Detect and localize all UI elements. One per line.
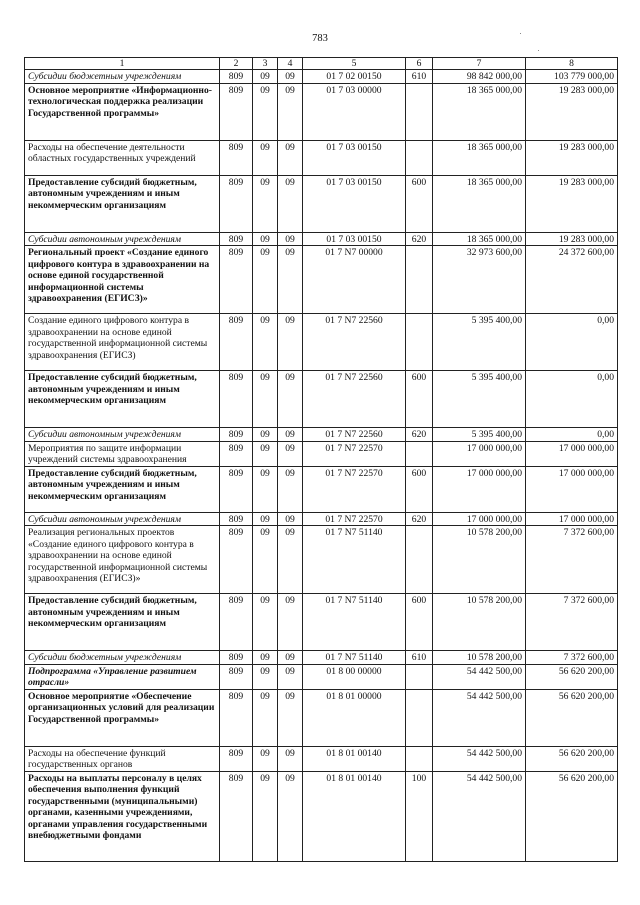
table-row — [25, 70, 618, 84]
row-ved: 809 — [220, 428, 253, 442]
row-section: 09 — [253, 371, 278, 428]
table-row — [25, 689, 618, 746]
row-sum-1: 18 365 000,00 — [433, 140, 526, 175]
row-section: 09 — [253, 314, 278, 371]
column-header: 8 — [526, 58, 618, 70]
row-name: Предоставление субсидий бюджетным, автономным учреждениям и иным некоммерческим организациям — [25, 466, 220, 512]
table-row — [25, 83, 618, 140]
table-row — [25, 651, 618, 665]
row-name: Реализация региональных проектов «Создание единого цифрового контура в здравоохранении на основе единой государственной информационной системы здравоохранения (ЕГИСЗ)» — [25, 526, 220, 594]
row-ved: 809 — [220, 466, 253, 512]
row-name: Расходы на выплаты персоналу в целях обеспечения выполнения функций государственными (муниципальными) органами, казенными учреждениями, органами управления государственными внебюджетными фондами — [25, 771, 220, 861]
row-sum-2: 7 372 600,00 — [526, 526, 618, 594]
row-subsection: 09 — [278, 428, 303, 442]
row-sum-1: 18 365 000,00 — [433, 175, 526, 232]
row-name: Субсидии автономным учреждениям — [25, 232, 220, 246]
row-expense-type: 610 — [406, 70, 433, 84]
row-sum-2: 0,00 — [526, 371, 618, 428]
table-row — [25, 246, 618, 314]
row-ved: 809 — [220, 651, 253, 665]
row-expense-type — [406, 689, 433, 746]
row-ved: 809 — [220, 175, 253, 232]
row-expense-type: 100 — [406, 771, 433, 861]
table-row — [25, 512, 618, 526]
scan-speck — [538, 50, 539, 51]
row-section: 09 — [253, 664, 278, 689]
row-subsection: 09 — [278, 771, 303, 861]
row-subsection: 09 — [278, 140, 303, 175]
row-name: Региональный проект «Создание единого цифрового контура в здравоохранении на основе единой государственной информационной системы здравоохранения (ЕГИСЗ)» — [25, 246, 220, 314]
row-name: Основное мероприятие «Обеспечение организационных условий для реализации Государственной программы» — [25, 689, 220, 746]
row-ved: 809 — [220, 771, 253, 861]
row-section: 09 — [253, 689, 278, 746]
row-ved: 809 — [220, 246, 253, 314]
row-target-article: 01 8 01 00000 — [303, 689, 406, 746]
row-sum-2: 19 283 000,00 — [526, 175, 618, 232]
row-section: 09 — [253, 466, 278, 512]
table-row — [25, 664, 618, 689]
row-ved: 809 — [220, 140, 253, 175]
table-row — [25, 175, 618, 232]
row-section: 09 — [253, 594, 278, 651]
row-sum-2: 17 000 000,00 — [526, 512, 618, 526]
row-sum-2: 0,00 — [526, 314, 618, 371]
row-expense-type: 600 — [406, 594, 433, 651]
row-sum-1: 10 578 200,00 — [433, 526, 526, 594]
row-section: 09 — [253, 246, 278, 314]
row-name: Мероприятия по защите информации учреждений системы здравоохранения — [25, 441, 220, 466]
row-name: Расходы на обеспечение деятельности областных государственных учреждений — [25, 140, 220, 175]
row-sum-1: 17 000 000,00 — [433, 441, 526, 466]
row-sum-1: 10 578 200,00 — [433, 651, 526, 665]
row-subsection: 09 — [278, 512, 303, 526]
row-sum-2: 0,00 — [526, 428, 618, 442]
row-sum-1: 18 365 000,00 — [433, 83, 526, 140]
row-section: 09 — [253, 428, 278, 442]
row-name: Предоставление субсидий бюджетным, автономным учреждениям и иным некоммерческим организациям — [25, 371, 220, 428]
row-sum-1: 98 842 000,00 — [433, 70, 526, 84]
table-row — [25, 746, 618, 771]
budget-table — [24, 57, 618, 862]
table-body — [25, 58, 618, 862]
row-sum-1: 10 578 200,00 — [433, 594, 526, 651]
row-subsection: 09 — [278, 689, 303, 746]
row-section: 09 — [253, 746, 278, 771]
row-expense-type: 600 — [406, 466, 433, 512]
column-header: 1 — [25, 58, 220, 70]
row-sum-2: 24 372 600,00 — [526, 246, 618, 314]
row-sum-2: 103 779 000,00 — [526, 70, 618, 84]
row-subsection: 09 — [278, 371, 303, 428]
row-subsection: 09 — [278, 746, 303, 771]
row-sum-1: 5 395 400,00 — [433, 314, 526, 371]
row-target-article: 01 7 N7 22570 — [303, 441, 406, 466]
row-section: 09 — [253, 232, 278, 246]
row-ved: 809 — [220, 746, 253, 771]
row-sum-1: 54 442 500,00 — [433, 664, 526, 689]
row-subsection: 09 — [278, 175, 303, 232]
row-expense-type — [406, 83, 433, 140]
row-ved: 809 — [220, 594, 253, 651]
row-expense-type — [406, 314, 433, 371]
row-name: Субсидии бюджетным учреждениям — [25, 70, 220, 84]
table-row — [25, 140, 618, 175]
column-header: 3 — [253, 58, 278, 70]
row-ved: 809 — [220, 83, 253, 140]
row-ved: 809 — [220, 512, 253, 526]
row-ved: 809 — [220, 441, 253, 466]
row-target-article: 01 7 02 00150 — [303, 70, 406, 84]
row-expense-type — [406, 746, 433, 771]
row-sum-2: 17 000 000,00 — [526, 441, 618, 466]
row-sum-2: 56 620 200,00 — [526, 689, 618, 746]
row-expense-type — [406, 246, 433, 314]
row-sum-2: 19 283 000,00 — [526, 232, 618, 246]
row-subsection: 09 — [278, 83, 303, 140]
table-row — [25, 526, 618, 594]
row-section: 09 — [253, 441, 278, 466]
row-ved: 809 — [220, 70, 253, 84]
row-sum-1: 54 442 500,00 — [433, 746, 526, 771]
page-number: 783 — [312, 33, 328, 44]
row-target-article: 01 8 01 00140 — [303, 771, 406, 861]
row-target-article: 01 7 N7 51140 — [303, 594, 406, 651]
row-sum-1: 18 365 000,00 — [433, 232, 526, 246]
row-expense-type — [406, 664, 433, 689]
row-subsection: 09 — [278, 526, 303, 594]
row-sum-2: 56 620 200,00 — [526, 664, 618, 689]
column-header: 5 — [303, 58, 406, 70]
row-target-article: 01 7 03 00000 — [303, 83, 406, 140]
table-row — [25, 232, 618, 246]
table-row — [25, 441, 618, 466]
row-target-article: 01 7 N7 51140 — [303, 651, 406, 665]
row-section: 09 — [253, 140, 278, 175]
row-expense-type: 610 — [406, 651, 433, 665]
header-row — [25, 58, 618, 70]
row-expense-type — [406, 526, 433, 594]
row-section: 09 — [253, 70, 278, 84]
table-row — [25, 314, 618, 371]
row-section: 09 — [253, 175, 278, 232]
column-header: 6 — [406, 58, 433, 70]
row-sum-2: 56 620 200,00 — [526, 771, 618, 861]
column-header: 4 — [278, 58, 303, 70]
row-sum-2: 7 372 600,00 — [526, 594, 618, 651]
row-target-article: 01 7 03 00150 — [303, 232, 406, 246]
row-expense-type: 600 — [406, 175, 433, 232]
row-ved: 809 — [220, 689, 253, 746]
row-sum-1: 17 000 000,00 — [433, 512, 526, 526]
row-name: Субсидии автономным учреждениям — [25, 428, 220, 442]
row-section: 09 — [253, 83, 278, 140]
row-ved: 809 — [220, 664, 253, 689]
row-sum-1: 5 395 400,00 — [433, 371, 526, 428]
row-name: Предоставление субсидий бюджетным, автономным учреждениям и иным некоммерческим организациям — [25, 594, 220, 651]
row-target-article: 01 8 01 00140 — [303, 746, 406, 771]
row-ved: 809 — [220, 526, 253, 594]
row-name: Создание единого цифрового контура в здравоохранении на основе единой государственной информационной системы здравоохранения (ЕГИСЗ) — [25, 314, 220, 371]
row-expense-type: 620 — [406, 428, 433, 442]
row-target-article: 01 7 03 00150 — [303, 175, 406, 232]
row-subsection: 09 — [278, 314, 303, 371]
row-subsection: 09 — [278, 441, 303, 466]
row-subsection: 09 — [278, 651, 303, 665]
row-section: 09 — [253, 512, 278, 526]
row-ved: 809 — [220, 314, 253, 371]
row-sum-2: 56 620 200,00 — [526, 746, 618, 771]
row-subsection: 09 — [278, 594, 303, 651]
table-row — [25, 594, 618, 651]
row-subsection: 09 — [278, 232, 303, 246]
row-expense-type: 620 — [406, 232, 433, 246]
row-expense-type: 600 — [406, 371, 433, 428]
row-sum-1: 5 395 400,00 — [433, 428, 526, 442]
column-header: 7 — [433, 58, 526, 70]
row-expense-type: 620 — [406, 512, 433, 526]
row-sum-1: 54 442 500,00 — [433, 771, 526, 861]
row-subsection: 09 — [278, 70, 303, 84]
row-sum-2: 7 372 600,00 — [526, 651, 618, 665]
row-target-article: 01 7 N7 22560 — [303, 371, 406, 428]
row-subsection: 09 — [278, 466, 303, 512]
row-section: 09 — [253, 526, 278, 594]
row-sum-1: 32 973 600,00 — [433, 246, 526, 314]
column-header: 2 — [220, 58, 253, 70]
row-target-article: 01 7 N7 51140 — [303, 526, 406, 594]
row-target-article: 01 7 N7 22560 — [303, 314, 406, 371]
row-subsection: 09 — [278, 664, 303, 689]
row-target-article: 01 7 N7 22570 — [303, 512, 406, 526]
row-name: Субсидии автономным учреждениям — [25, 512, 220, 526]
row-target-article: 01 7 N7 00000 — [303, 246, 406, 314]
table-row — [25, 466, 618, 512]
row-ved: 809 — [220, 371, 253, 428]
table-row — [25, 771, 618, 861]
row-sum-2: 17 000 000,00 — [526, 466, 618, 512]
row-section: 09 — [253, 771, 278, 861]
row-ved: 809 — [220, 232, 253, 246]
row-sum-2: 19 283 000,00 — [526, 140, 618, 175]
row-target-article: 01 7 03 00150 — [303, 140, 406, 175]
row-expense-type — [406, 140, 433, 175]
row-sum-2: 19 283 000,00 — [526, 83, 618, 140]
row-target-article: 01 7 N7 22570 — [303, 466, 406, 512]
row-sum-1: 17 000 000,00 — [433, 466, 526, 512]
row-sum-1: 54 442 500,00 — [433, 689, 526, 746]
scan-speck — [520, 33, 521, 34]
row-section: 09 — [253, 651, 278, 665]
row-name: Предоставление субсидий бюджетным, автономным учреждениям и иным некоммерческим организациям — [25, 175, 220, 232]
row-target-article: 01 7 N7 22560 — [303, 428, 406, 442]
row-name: Подпрограмма «Управление развитием отрасли» — [25, 664, 220, 689]
row-subsection: 09 — [278, 246, 303, 314]
row-name: Расходы на обеспечение функций государственных органов — [25, 746, 220, 771]
table-row — [25, 371, 618, 428]
table-row — [25, 428, 618, 442]
row-name: Основное мероприятие «Информационно-технологическая поддержка реализации Государственной программы» — [25, 83, 220, 140]
row-expense-type — [406, 441, 433, 466]
row-name: Субсидии бюджетным учреждениям — [25, 651, 220, 665]
row-target-article: 01 8 00 00000 — [303, 664, 406, 689]
